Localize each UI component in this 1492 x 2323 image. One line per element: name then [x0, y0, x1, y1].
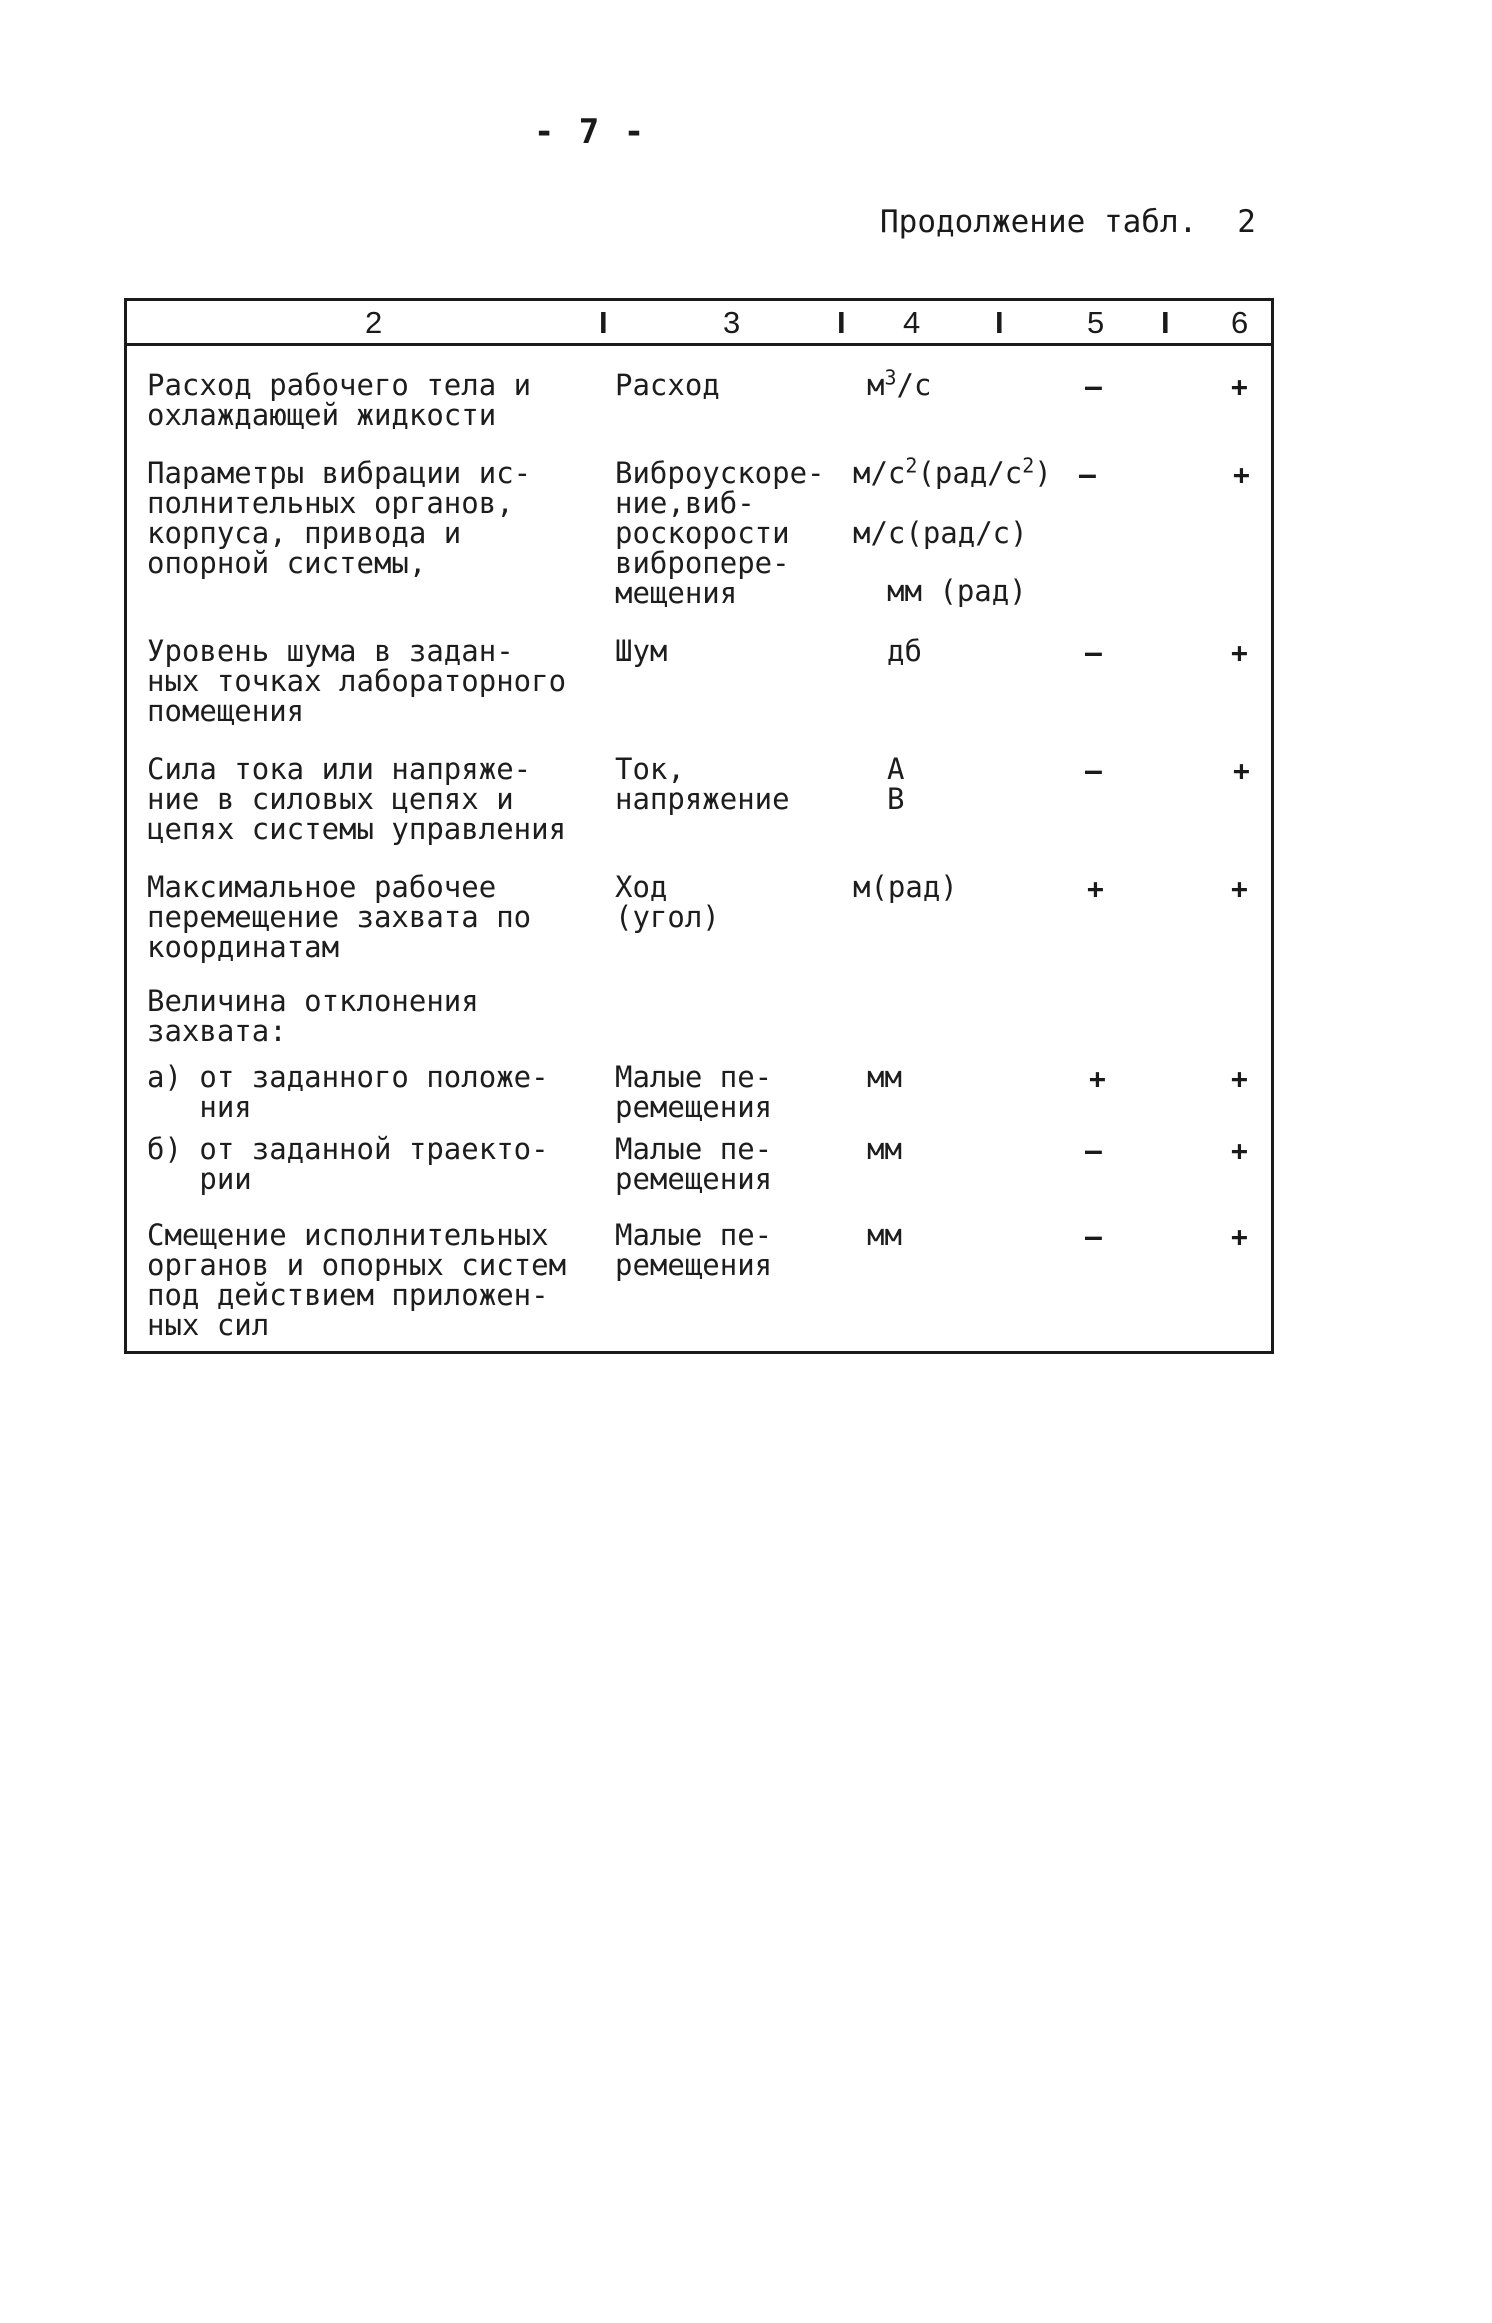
row-deviation-position-col6: +	[1231, 1062, 1248, 1095]
row-vibration-col5: –	[1079, 458, 1096, 491]
row-vibration-col6: +	[1233, 458, 1250, 491]
table-continuation-label	[880, 204, 1256, 240]
table-header	[127, 298, 1271, 346]
unit-base: м/с	[853, 456, 906, 490]
unit-base: м	[867, 368, 885, 402]
row-current-unit: А В	[887, 752, 905, 816]
row-current-param: Сила тока или напряже- ние в силовых цепях и цепях системы управления	[147, 752, 567, 846]
row-vibration-unit-displacement: мм (рад)	[887, 574, 1027, 608]
row-displacement-col5: –	[1085, 1220, 1102, 1253]
row-deviation-heading: Величина отклонения захвата:	[147, 984, 479, 1048]
header-col-4: 4	[903, 305, 921, 340]
row-flow-param: Расход рабочего тела и охлаждающей жидкости	[147, 368, 532, 432]
unit-tail: )	[1034, 456, 1052, 490]
continuation-text: Продолжение табл.	[880, 204, 1198, 240]
row-current-col6: +	[1233, 754, 1250, 787]
header-separator: I	[1161, 305, 1170, 340]
row-stroke-col6: +	[1231, 872, 1248, 905]
row-deviation-trajectory-measure: Малые пе- ремещения	[615, 1132, 773, 1196]
header-col-5: 5	[1087, 305, 1105, 340]
header-separator: I	[599, 305, 608, 340]
header-col-2: 2	[365, 305, 383, 340]
unit-mid: (рад/с	[917, 456, 1023, 490]
row-noise-col6: +	[1231, 636, 1248, 669]
row-deviation-position-unit: мм	[867, 1060, 902, 1094]
row-vibration-measure: Виброускоре- ние,виб- роскорости вибропере- мещения	[615, 456, 825, 610]
row-current-col5: –	[1085, 754, 1102, 787]
row-flow-unit	[867, 365, 932, 402]
row-noise-param: Уровень шума в задан- ных точках лабораторного помещения	[147, 634, 567, 728]
row-flow-col6: +	[1231, 370, 1248, 403]
unit-exponent: 2	[905, 453, 918, 478]
unit-tail: /с	[896, 368, 932, 402]
row-stroke-measure: Ход (угол)	[615, 870, 720, 934]
row-current-measure: Ток, напряжение	[615, 752, 790, 816]
unit-exponent: 2	[1022, 453, 1035, 478]
row-deviation-trajectory-col5: –	[1085, 1134, 1102, 1167]
row-flow-col5: –	[1085, 370, 1102, 403]
row-deviation-position-measure: Малые пе- ремещения	[615, 1060, 773, 1124]
row-displacement-measure: Малые пе- ремещения	[615, 1218, 773, 1282]
page-number: - 7 -	[533, 112, 647, 152]
row-deviation-trajectory-param: б) от заданной траекто- рии	[147, 1132, 549, 1196]
unit-exponent: 3	[884, 365, 897, 390]
row-deviation-position-param: а) от заданного положе- ния	[147, 1060, 549, 1124]
row-stroke-unit: м(рад)	[853, 870, 958, 904]
row-stroke-col5: +	[1087, 872, 1104, 905]
row-displacement-col6: +	[1231, 1220, 1248, 1253]
row-noise-col5: –	[1085, 636, 1102, 669]
row-displacement-unit: мм	[867, 1218, 902, 1252]
header-separator: I	[837, 305, 846, 340]
row-stroke-param: Максимальное рабочее перемещение захвата по координатам	[147, 870, 532, 964]
row-vibration-param: Параметры вибрации ис- полнительных органов, корпуса, привода и опорной системы,	[147, 456, 532, 580]
row-deviation-trajectory-unit: мм	[867, 1132, 902, 1166]
row-noise-measure: Шум	[615, 634, 668, 668]
row-displacement-param: Смещение исполнительных органов и опорных систем под действием приложен- ных сил	[147, 1218, 567, 1342]
parameters-table	[124, 298, 1274, 1354]
header-col-6: 6	[1231, 305, 1249, 340]
row-noise-unit: дб	[887, 634, 922, 668]
header-col-3: 3	[723, 305, 741, 340]
row-flow-measure: Расход	[615, 368, 720, 402]
row-deviation-trajectory-col6: +	[1231, 1134, 1248, 1167]
header-separator: I	[995, 305, 1004, 340]
row-deviation-position-col5: +	[1089, 1062, 1106, 1095]
table-number: 2	[1237, 204, 1256, 240]
row-vibration-unit-accel	[853, 453, 1052, 490]
row-vibration-unit-velocity: м/с(рад/с)	[853, 516, 1028, 550]
